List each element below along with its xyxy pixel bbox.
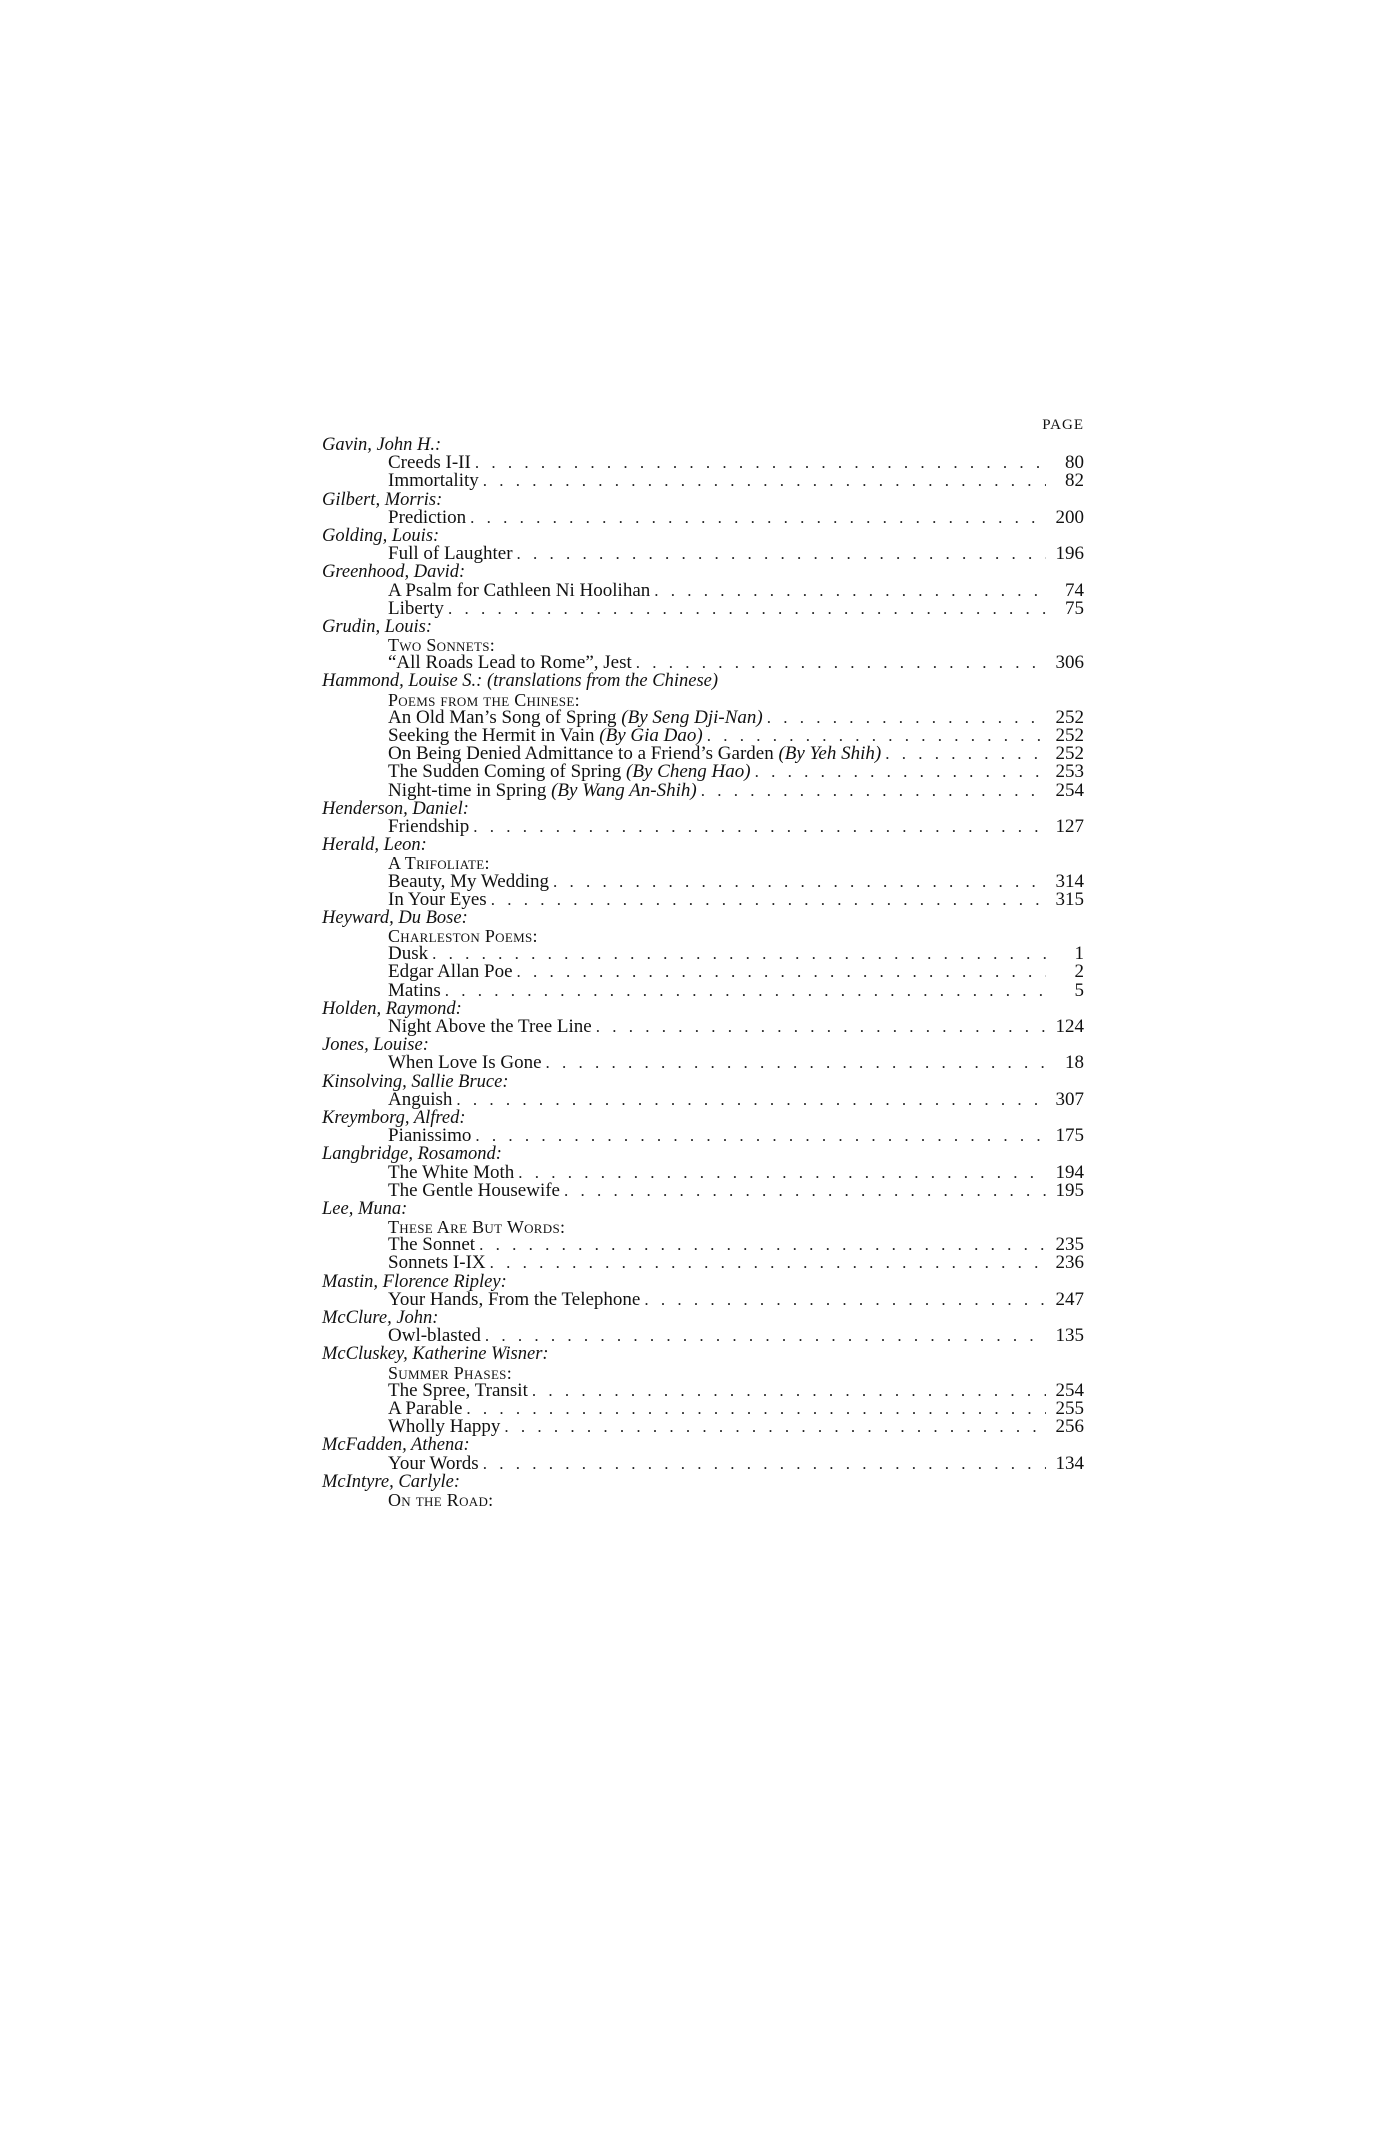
poem-title-text: Immortality [388, 470, 479, 492]
page-number: 5 [1074, 979, 1084, 1001]
dot-leader [448, 600, 1046, 618]
dot-leader [483, 1455, 1046, 1473]
page-number: 175 [1055, 1125, 1084, 1147]
dot-leader [546, 1054, 1046, 1072]
page-number: 74 [1065, 579, 1084, 601]
poem-title-text: An Old Man’s Song of Spring [388, 706, 617, 728]
poem-title-text: In Your Eyes [388, 888, 487, 910]
dot-leader [490, 1254, 1046, 1272]
dot-leader [504, 1418, 1046, 1436]
page-number: 314 [1055, 870, 1084, 892]
poem-entry [322, 506, 1084, 528]
page-number: 80 [1065, 452, 1084, 474]
page-number: 196 [1055, 543, 1084, 565]
page-number: 253 [1055, 761, 1084, 783]
poem-title-text: Seeking the Hermit in Vain [388, 725, 595, 746]
page-number: 315 [1055, 888, 1084, 910]
page-number: 247 [1055, 1288, 1084, 1310]
page-number: 255 [1055, 1397, 1084, 1419]
author-heading: Jones, Louise: [322, 1035, 429, 1056]
page-number: 2 [1074, 961, 1084, 983]
translator-note: (By Cheng Hao) [626, 761, 751, 783]
index-entries [322, 436, 1084, 1509]
poem-entry [322, 545, 1084, 563]
poem-title-text: Your Words [388, 1452, 479, 1474]
author-heading: McCluskey, Katherine Wisner: [322, 1344, 549, 1365]
section-title: On the Road: [388, 1489, 494, 1510]
dot-leader [564, 1182, 1046, 1200]
dot-leader [596, 1018, 1046, 1036]
poem-title [388, 1088, 453, 1110]
poem-title-text: “All Roads Lead to Rome”, Jest [388, 652, 632, 674]
dot-leader [885, 745, 1046, 763]
dot-leader [644, 1291, 1046, 1309]
author-heading: Hammond, Louise S.: (translations from the Chinese) [322, 671, 719, 692]
page-number: 75 [1065, 597, 1084, 619]
poem-entry [322, 1327, 1084, 1345]
translator-note: (By Yeh Shih) [778, 743, 882, 765]
poem-entry [322, 1054, 1084, 1072]
poem-entry [322, 888, 1084, 910]
poem-title-text: Full of Laughter [388, 543, 513, 565]
poem-title [388, 979, 441, 1001]
section-title: Poems from the Chinese: [388, 689, 580, 710]
page-number: 195 [1055, 1179, 1084, 1201]
poem-entry [322, 779, 1084, 801]
page-number: 256 [1055, 1416, 1084, 1438]
section-heading [322, 927, 1084, 945]
page-number: 135 [1055, 1325, 1084, 1347]
dot-leader [470, 509, 1046, 527]
poem-title [388, 1254, 486, 1272]
author-heading: Kreymborg, Alfred: [322, 1107, 466, 1128]
poem-title-text: Sonnets I-IX [388, 1252, 486, 1274]
page-number: 18 [1065, 1052, 1084, 1074]
dot-leader [485, 1327, 1046, 1345]
author-heading: Holden, Raymond: [322, 998, 462, 1019]
poem-title-text: Wholly Happy [388, 1416, 501, 1438]
poem-entry [322, 597, 1084, 619]
poem-title-text: The Sudden Coming of Spring [388, 761, 622, 783]
poem-title [388, 888, 487, 910]
poem-entry [322, 1288, 1084, 1310]
author-heading: Herald, Leon: [322, 835, 427, 856]
section-title: A Trifoliate: [388, 853, 490, 874]
dot-leader [553, 873, 1046, 891]
page-number: 127 [1055, 815, 1084, 837]
section-title: These Are But Words: [388, 1217, 566, 1238]
dot-leader [466, 1400, 1046, 1418]
translator-note: (By Seng Dji-Nan) [621, 706, 763, 728]
poem-entry [322, 815, 1084, 837]
page-number: 200 [1055, 506, 1084, 528]
page-number: 134 [1055, 1452, 1084, 1474]
translator-note: (By Wang An-Shih) [551, 779, 697, 801]
page-number: 235 [1055, 1234, 1084, 1256]
poem-title [388, 1127, 471, 1145]
poem-title [388, 1018, 592, 1036]
dot-leader [473, 818, 1046, 836]
dot-leader [475, 454, 1046, 472]
page-number: 306 [1055, 652, 1084, 674]
poem-entry [322, 1452, 1084, 1474]
poem-entry [322, 1088, 1084, 1110]
author-heading: Golding, Louis: [322, 525, 440, 546]
author-heading: Langbridge, Rosamond: [322, 1144, 502, 1165]
dot-leader [755, 763, 1046, 781]
poem-title [388, 1418, 500, 1436]
page-number: 194 [1055, 1161, 1084, 1183]
author-heading: Greenhood, David: [322, 562, 466, 583]
poem-title-text: Night Above the Tree Line [388, 1016, 592, 1037]
poem-title-text: Prediction [388, 506, 467, 528]
dot-leader [479, 1236, 1046, 1254]
poem-title-text: Night-time in Spring [388, 779, 547, 801]
poem-title [388, 815, 470, 837]
poem-entry [322, 1254, 1084, 1272]
author-heading: Mastin, Florence Ripley: [322, 1271, 507, 1292]
dot-leader [445, 982, 1046, 1000]
page-number: 82 [1065, 470, 1084, 492]
page-number: 254 [1055, 1379, 1084, 1401]
poem-title-text: Anguish [388, 1088, 453, 1110]
dot-leader [517, 545, 1046, 563]
page-number: 252 [1055, 725, 1084, 746]
dot-leader [517, 963, 1046, 981]
poem-title-text: Your Hands, From the Telephone [388, 1288, 641, 1310]
page-number: 236 [1055, 1252, 1084, 1274]
page-number: 1 [1074, 943, 1084, 965]
poem-title-text: Friendship [388, 815, 470, 837]
author-heading: Gilbert, Morris: [322, 489, 443, 510]
poem-title-text: Beauty, My Wedding [388, 870, 550, 892]
page-number: 254 [1055, 779, 1084, 801]
author-heading: Lee, Muna: [322, 1198, 408, 1219]
page-number: 307 [1055, 1088, 1084, 1110]
poem-title-text: Liberty [388, 597, 444, 619]
dot-leader [483, 472, 1046, 490]
page-number: 252 [1055, 706, 1084, 728]
dot-leader [701, 782, 1046, 800]
page-column-heading: PAGE [1042, 417, 1084, 433]
poem-title [388, 472, 479, 490]
poem-title-text: On Being Denied Admittance to a Friend’s Garden [388, 743, 774, 765]
poem-entry [322, 1179, 1084, 1201]
poem-title [388, 597, 444, 619]
poem-title [388, 1452, 479, 1474]
dot-leader [767, 709, 1046, 727]
poem-title-text: Owl-blasted [388, 1325, 481, 1347]
poem-title-text: Creeds I-II [388, 452, 471, 474]
poem-title-text: Matins [388, 979, 441, 1001]
poem-title [388, 1327, 481, 1345]
section-title: Charleston Poems: [388, 926, 538, 947]
section-title: Summer Phases: [388, 1362, 513, 1383]
author-heading: Gavin, John H.: [322, 435, 442, 455]
page-number: 124 [1055, 1016, 1084, 1037]
section-title: Two Sonnets: [388, 635, 496, 656]
poem-title-text: Pianissimo [388, 1125, 472, 1147]
author-heading: McFadden, Athena: [322, 1435, 470, 1456]
section-heading [322, 1491, 1084, 1509]
poem-title-text: A Psalm for Cathleen Ni Hoolihan [388, 579, 651, 601]
page-number: 252 [1055, 743, 1084, 765]
translator-note: (By Gia Dao) [599, 725, 703, 746]
author-heading: Kinsolving, Sallie Bruce: [322, 1071, 509, 1092]
author-heading: Henderson, Daniel: [322, 798, 469, 819]
poem-entry [322, 979, 1084, 1001]
dot-leader [432, 945, 1046, 963]
dot-leader [475, 1127, 1046, 1145]
author-heading: Heyward, Du Bose: [322, 907, 468, 928]
poem-title [388, 506, 467, 528]
poem-title-text: When Love Is Gone [388, 1052, 542, 1074]
dot-leader [532, 1382, 1046, 1400]
poem-title [388, 779, 697, 801]
poem-title [388, 1054, 542, 1072]
poem-title-text: The Gentle Housewife [388, 1179, 560, 1201]
dot-leader [636, 654, 1046, 672]
poem-entry [322, 654, 1084, 672]
index-page [322, 414, 1084, 1509]
poem-title-text: Dusk [388, 943, 429, 965]
dot-leader [654, 582, 1046, 600]
dot-leader [456, 1091, 1046, 1109]
poem-title-text: The Spree, Transit [388, 1379, 528, 1401]
poem-title [388, 1288, 641, 1310]
poem-title-text: The Sonnet [388, 1234, 476, 1256]
poem-title-text: The White Moth [388, 1161, 515, 1183]
poem-entry [322, 472, 1084, 490]
author-heading: McClure, John: [322, 1308, 439, 1328]
poem-title [388, 1179, 560, 1201]
poem-entry [322, 1418, 1084, 1436]
poem-title-text: Edgar Allan Poe [388, 961, 513, 983]
poem-title-text: A Parable [388, 1397, 463, 1419]
poem-entry [322, 1018, 1084, 1036]
author-heading: Grudin, Louis: [322, 616, 432, 637]
poem-title [388, 654, 632, 672]
poem-entry [322, 1127, 1084, 1145]
dot-leader [518, 1164, 1046, 1182]
dot-leader [491, 891, 1046, 909]
poem-title [388, 545, 513, 563]
author-heading: McIntyre, Carlyle: [322, 1471, 461, 1492]
